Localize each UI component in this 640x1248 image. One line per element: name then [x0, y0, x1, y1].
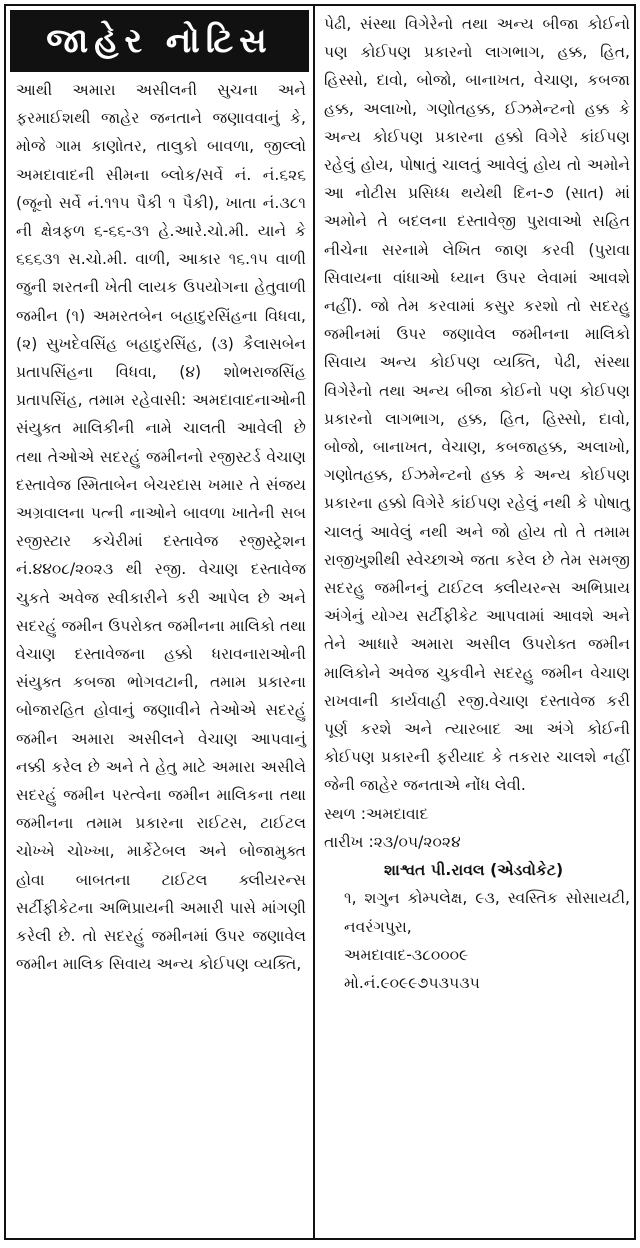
column-divider — [313, 6, 315, 1238]
public-notice — [4, 4, 636, 1240]
place-line: સ્થળ :અમદાવાદ — [324, 804, 429, 823]
date-line: તારીખ :૨૩/૦૫/૨૦૨૪ — [324, 832, 461, 851]
advocate-address: ૧, શગુન કોમ્પલેક્ષ, ૯૩, સ્વસ્તિક સોસાયટી, નવરંગપુરા, — [344, 889, 630, 936]
right-column — [324, 10, 630, 997]
advocate-city: અમદાવાદ-૩૮૦૦૦૯ — [344, 945, 469, 964]
notice-body-part-1: આથી અમારા અસીલની સુચના અને ફરમાઈશથી જાહેર જનતાને જણાવવાનું કે, મોજે ગામ કાણોતર, તાલુકો બાવળા, જીલ્લો અમદાવાદની સીમના બ્લોક/સર્વે નં. નં.૬૨૬ (જૂનો સર્વે નં.૧૧૫ પૈકી ૧ પૈકી), ખાતા નં.૩૮૧ ની ક્ષેત્રફળ ૬-૬૬-૩૧ હે.આરે.ચો.મી. યાને કે ૬૬૬૩૧ સ.ચો.મી. વાળી, આકાર ૧૬.૧૫ વાળી જુની શરતની ખેતી લાયક ઉપયોગના હેતુવાળી જમીન (૧) અમરતબેન બહાદુરસિંહના વિધવા, (૨) સુખદેવસિંહ બહાદુરસિંહ, (૩) કૈલાસબેન પ્રતાપસિંહના વિધવા, (૪) શોભરાજસિંહ પ્રતાપસિંહ, તમામ રહેવાસી: અમદાવાદનાઓની સંયુક્ત માલિકીની નામે ચાલતી આવેલી છે તથા તેઓએ સદરહું જમીનનો રજીસ્ટર્ડ વેચાણ દસ્તાવેજ સ્મિતાબેન બેચરદાસ ખમાર તે સંજય અગ્રવાલના પત્ની નાઓને બાવળા ખાતેની સબ રજીસ્ટાર કચેરીમાં દસ્તાવેજ રજીસ્ટ્રેશન નં.૪૪૦૮/૨૦૨૩ થી રજી. વેચાણ દસ્તાવેજ ચુકતે અવેજ સ્વીકારીને કરી આપેલ છે અને સદરહું જમીન ઉપરોક્ત જમીનના માલિકો તથા વેચાણ દસ્તાવેજના હક્કો ધરાવનારાઓની સંયુક્ત કબજા ભોગવટાની, તમામ પ્રકારના બોજારહિત હોવાનું જણાવીને તેઓએ સદરહું જમીન અમારા અસીલને વેચાણ આપવાનું નક્કી કરેલ છે અને તે હેતુ માટે અમારા અસીલે સદરહું જમીન પરત્વેના જમીન માલિકના તથા જમીનના તમામ પ્રકારના રાઈટસ, ટાઈટલ ચોખ્ખે ચોખ્ખા, માર્કેટેબલ અને બોજામુક્ત હોવા બાબતના ટાઈટલ ક્લીયરન્સ સર્ટીફીકેટના અભિપ્રાયની અમારી પાસે માંગણી કરેલી છે. તો સદરહું જમીનમાં ઉપર જણાવેલ જમીન માલિક સિવાય અન્ય કોઈપણ વ્યક્તિ, — [16, 81, 306, 974]
left-column — [16, 76, 306, 979]
advocate-name: શાશ્વત પી.રાવલ (એડવોકેટ) — [384, 861, 564, 880]
notice-body-part-2: પેઢી, સંસ્થા વિગેરેનો તથા અન્ય બીજા કોઈનો પણ કોઈપણ પ્રકારનો લાગભાગ, હક્ક, હિત, હિસ્સો, દાવો, બોજો, બાનાખત, વેચાણ, કબજા હક્ક, અલાખો, ગણોતહક્ક, ઈઝમેન્ટનો હક્ક કે અન્ય કોઈપણ પ્રકારના હક્કો વિગેરે કાંઈપણ રહેલું હોય, પોષાતું ચાલતું આવેલું હોય તો અમોને આ નોટીસ પ્રસિધ્ધ થયેથી દિન-૭ (સાત) માં અમોને તે બદલના દસ્તાવેજી પુરાવાઓ સહિત નીચેના સરનામે લેખિત જાણ કરવી (પુરાવા સિવાયના વાંધાઓ ધ્યાન ઉપર લેવામાં આવશે નહીં). જો તેમ કરવામાં કસુર કરશો તો સદરહુ જમીનમાં ઉપર જણાવેલ જમીનના માલિકો સિવાય અન્ય કોઈપણ વ્યક્તિ, પેઢી, સંસ્થા વિગેરેનો તથા અન્ય બીજા કોઈનો પણ કોઈપણ પ્રકારનો લાગભાગ, હક્ક, હિત, હિસ્સો, દાવો, બોજો, બાનાખત, વેચાણ, કબજાહક્ક, અલાખો, ગણોતહક્ક, ઈઝમેન્ટનો હક્ક કે અન્ય કોઈપણ પ્રકારના હક્કો વિગેરે કાંઈપણ રહેલું નથી કે પોષાતુ ચાલતું આવેલું નથી અને જો હોય તો તે તમામ રાજીખુશીથી સ્વેચ્છાએ જતા કરેલ છે તેમ સમજી સદરહુ જમીનનું ટાઈટલ ક્લીયરન્સ અભિપ્રાય અંગેનું યોગ્ય સર્ટીફીકેટ આપવામાં આવશે અને તેને આધારે અમારા અસીલ ઉપરોક્ત જમીન માલિકોને અવેજ ચુકવીને સદરહુ જમીન વેચાણ રાખવાની કાર્યવાહી રજી.વેચાણ દસ્તાવેજ કરી પૂર્ણ કરશે અને ત્યારબાદ આ અંગે કોઈની કોઈપણ પ્રકારની ફરીયાદ કે તકરાર ચાલશે નહીં જેની જાહેર જનતાએ નોંધ લેવી. — [324, 15, 630, 795]
notice-title: જાહેર નોટિસ — [10, 10, 309, 72]
advocate-phone: મો.નં.૯૦૯૯૭૫૩૫૩૫ — [344, 973, 480, 992]
